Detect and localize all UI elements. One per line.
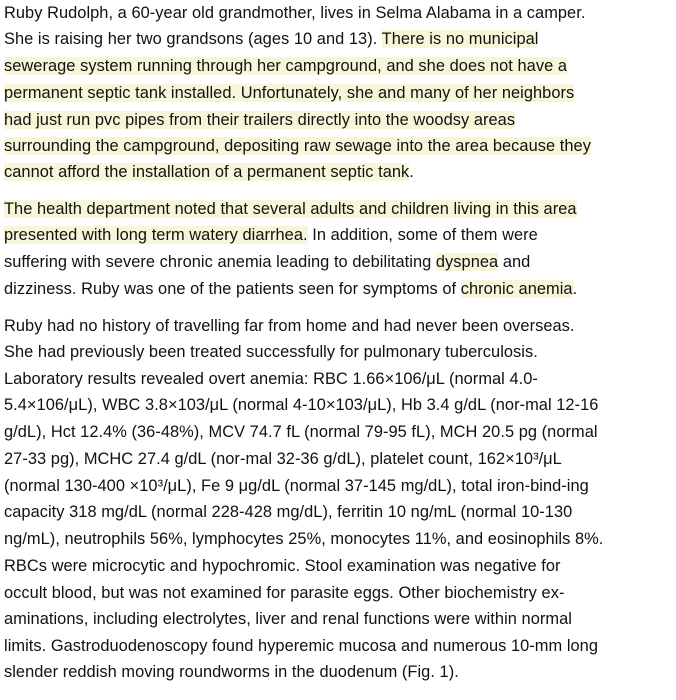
text-line xyxy=(4,107,515,134)
text-line xyxy=(4,366,538,393)
text-segment: occult blood, but was not examined for parasite eggs. Other biochemistry ex- xyxy=(4,584,565,602)
highlighted-text: There is no municipal xyxy=(381,30,539,48)
text-line xyxy=(4,339,538,366)
text-line xyxy=(4,133,591,160)
highlighted-text: sewerage system running through her campground, and she does not have a xyxy=(4,57,568,75)
text-line xyxy=(4,526,603,553)
text-line xyxy=(4,159,414,186)
text-segment: In addition, some of them were xyxy=(307,226,538,244)
text-line xyxy=(4,313,575,340)
text-segment: 5.4×106/μL), WBC 3.8×103/μL (normal 4-10×103/μL), Hb 3.4 g/dL (nor-mal 12-16 xyxy=(4,396,599,414)
text-line xyxy=(4,633,598,660)
text-line xyxy=(4,419,598,446)
text-line xyxy=(4,80,574,107)
text-line xyxy=(4,659,459,686)
highlighted-text: surrounding the campground, depositing raw sewage into the area because they xyxy=(4,137,591,155)
text-segment: . xyxy=(572,280,578,298)
text-line xyxy=(4,553,561,580)
text-line xyxy=(4,276,577,303)
text-line xyxy=(4,473,589,500)
text-segment: g/dL), Hct 12.4% (36-48%), MCV 74.7 fL (normal 79-95 fL), MCH 20.5 pg (normal xyxy=(4,423,598,441)
text-line xyxy=(4,606,572,633)
text-segment: and xyxy=(498,253,531,271)
highlighted-text: had just run pvc pipes from their trailers directly into the woodsy areas xyxy=(4,111,516,129)
text-segment: RBCs were microcytic and hypochromic. Stool examination was negative for xyxy=(4,557,561,575)
highlighted-text: permanent septic tank installed. Unfortunately, she and many of her neighbors xyxy=(4,84,575,102)
highlighted-text: chronic anemia xyxy=(460,280,573,298)
text-segment: Ruby had no history of travelling far from home and had never been overseas. xyxy=(4,317,575,335)
text-line xyxy=(4,249,530,276)
text-segment: slender reddish moving roundworms in the duodenum (Fig. 1). xyxy=(4,663,459,681)
text-segment: 27-33 pg), MCHC 27.4 g/dL (nor-mal 32-36 g/dL), platelet count, 162×10³/μL xyxy=(4,450,562,468)
text-segment: limits. Gastroduodenoscopy found hyperemic mucosa and numerous 10-mm long xyxy=(4,637,599,655)
text-line xyxy=(4,580,564,607)
text-segment: suffering with severe chronic anemia leading to debilitating xyxy=(4,253,436,271)
text-line xyxy=(4,26,538,53)
highlighted-text: dyspnea xyxy=(435,253,499,271)
text-line xyxy=(4,222,538,249)
text-segment: ng/mL), neutrophils 56%, lymphocytes 25%, monocytes 11%, and eosinophils 8%. xyxy=(4,530,604,548)
text-line xyxy=(4,499,572,526)
highlighted-text: The health department noted that several adults and children living in this area xyxy=(4,200,577,218)
text-segment: Laboratory results revealed overt anemia: RBC 1.66×106/μL (normal 4.0- xyxy=(4,370,538,388)
text-line xyxy=(4,53,567,80)
text-segment: (normal 130-400 ×10³/μL), Fe 9 μg/dL (normal 37-145 mg/dL), total iron-bind-ing xyxy=(4,477,589,495)
text-line xyxy=(4,0,585,27)
text-line xyxy=(4,196,577,223)
text-segment: She is raising her two grandsons (ages 10 and 13). xyxy=(4,30,382,48)
text-segment: dizziness. Ruby was one of the patients seen for symptoms of xyxy=(4,280,461,298)
text-segment: . xyxy=(409,163,414,181)
highlighted-text: cannot afford the installation of a permanent septic tank xyxy=(4,163,410,181)
text-line xyxy=(4,392,598,419)
highlighted-text: presented with long term watery diarrhea. xyxy=(4,226,308,244)
text-segment: capacity 318 mg/dL (normal 228-428 mg/dL), ferritin 10 ng/mL (normal 10-130 xyxy=(4,503,573,521)
text-segment: She had previously been treated successfully for pulmonary tuberculosis. xyxy=(4,343,538,361)
text-segment: aminations, including electrolytes, liver and renal functions were within normal xyxy=(4,610,572,628)
text-line xyxy=(4,446,562,473)
text-segment: Ruby Rudolph, a 60-year old grandmother, lives in Selma Alabama in a camper. xyxy=(4,4,586,22)
